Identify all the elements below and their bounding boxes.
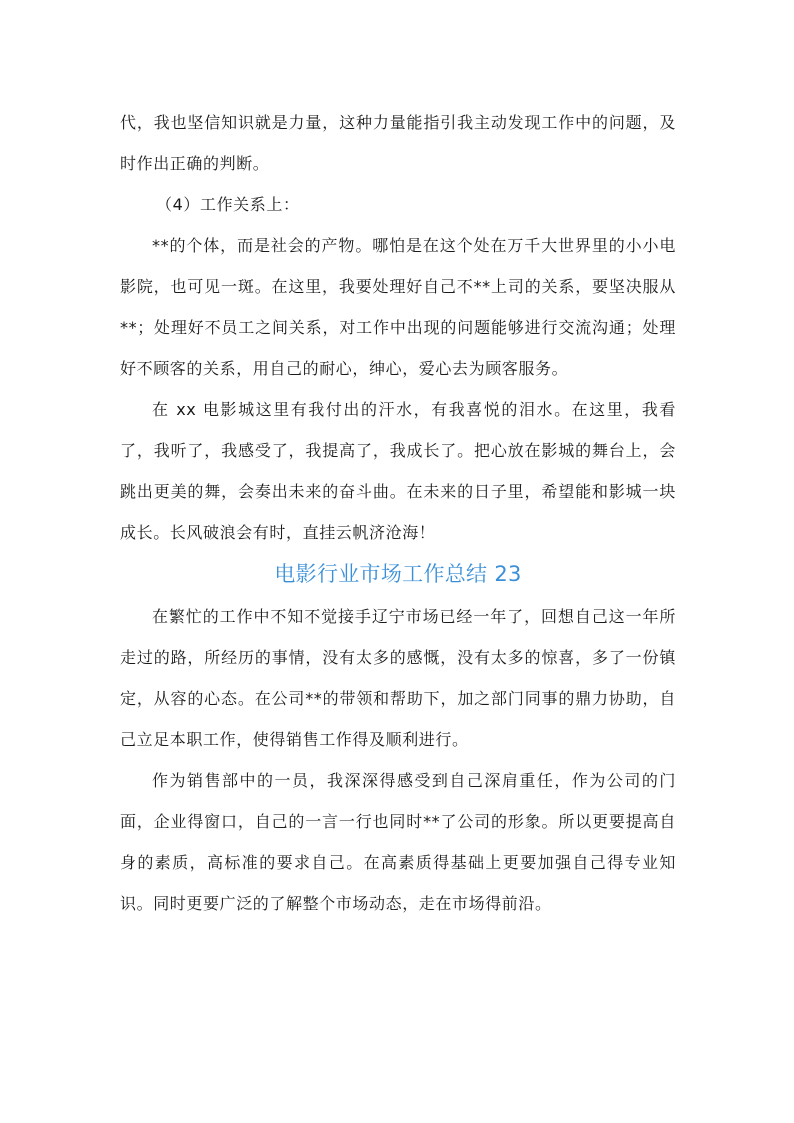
- paragraph-sales-role: 作为销售部中的一员，我深深得感受到自己深肩重任，作为公司的门面，企业得窗口，自己的一言一行也同时**了公司的形象。所以更要提高自身的素质，高标准的要求自己。在高素质得基础上更要加强自己得专业知识。同时更要广泛的了解整个市场动态，走在市场得前沿。: [120, 771, 676, 913]
- paragraph-work-relations: **的个体，而是社会的产物。哪怕是在这个处在万千大世界里的小小电影院，也可见一斑。在这里，我要处理好自己不**上司的关系，要坚决服从**；处理好不员工之间关系，对工作中出现的问题能够进行交流沟通；处理好不顾客的关系，用自己的耐心，绅心，爱心去为顾客服务。: [120, 236, 676, 378]
- document-content: [120, 102, 676, 924]
- paragraph-market-intro: 在繁忙的工作中不知不觉接手辽宁市场已经一年了，回想自己这一年所走过的路，所经历的事情，没有太多的感慨，没有太多的惊喜，多了一份镇定，从容的心态。在公司**的带领和帮助下，加之部门同事的鼎力协助，自己立足本职工作，使得销售工作得及顺利进行。: [120, 607, 676, 749]
- section-heading: 电影行业市场工作总结 23: [274, 562, 522, 586]
- paragraph-continuation: 代，我也坚信知识就是力量，这种力量能指引我主动发现工作中的问题，及时作出正确的判断。: [120, 113, 676, 173]
- paragraph-closing: 在 xx 电影城这里有我付出的汗水，有我喜悦的泪水。在这里，我看了，我听了，我感受了，我提高了，我成长了。把心放在影城的舞台上，会跳出更美的舞，会奏出未来的奋斗曲。在未来的日子里，希望能和影城一块成长。长风破浪会有时，直挂云帆济沧海！: [120, 400, 676, 542]
- item-label-work-relations: （4）工作关系上：: [156, 195, 300, 214]
